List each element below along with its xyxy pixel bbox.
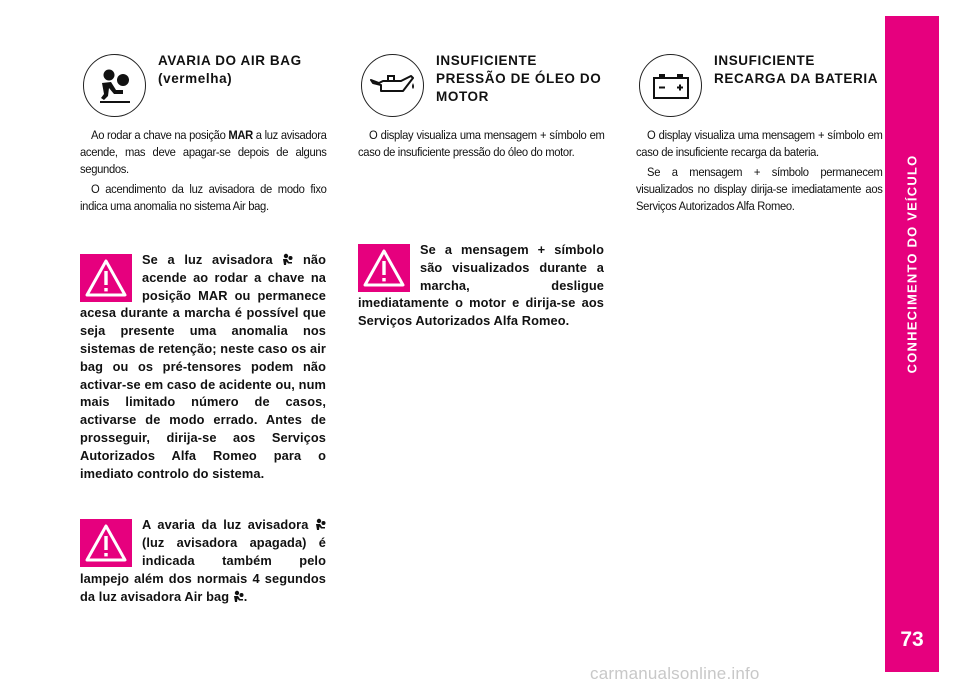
oil-paragraph-1: O display visualiza uma mensagem + símbolo em caso de insuficiente pressão do óleo do motor. [358, 128, 605, 159]
airbag-inline-icon [233, 590, 244, 603]
column-airbag [80, 50, 326, 605]
oil-body [358, 127, 604, 161]
page-number: 73 [900, 628, 924, 651]
battery-body [636, 127, 882, 215]
battery-heading [636, 50, 882, 125]
oil-can-icon [361, 54, 424, 117]
battery-icon [639, 54, 702, 117]
airbag-inline-icon [315, 518, 326, 531]
section-title: CONHECIMENTO DO VEÍCULO [904, 154, 920, 374]
battery-title: INSUFICIENTE RECARGA DA BATERIA [714, 53, 879, 86]
airbag-title: AVARIA DO AIR BAG (vermelha) [158, 53, 302, 86]
section-sideband [885, 16, 939, 672]
oil-warning-note: Se a mensagem + símbolo são visualizados durante a marcha, desligue imediatamente o motor e dirija-se aos Serviços Autorizados Alfa Romeo. [358, 242, 604, 329]
airbag-paragraph-1: Ao rodar a chave na posição MAR a luz avisadora acende, mas deve apagar-se depois de alguns segundos. [80, 128, 327, 176]
oil-title: INSUFICIENTE PRESSÃO DE ÓLEO DO MOTOR [436, 53, 602, 104]
airbag-warning-icon [83, 54, 146, 117]
airbag-paragraph-2: O acendimento da luz avisadora de modo fixo indica uma anomalia no sistema Air bag. [80, 182, 327, 213]
airbag-lamp-fault-note: A avaria da luz avisadora (luz avisadora apagada) é indicada também pelo lampejo além dos normais 4 segundos da luz avisadora Air bag . [80, 517, 326, 604]
airbag-body [80, 127, 326, 215]
warning-triangle-icon [80, 254, 132, 302]
watermark: carmanualsonline.info [590, 664, 760, 683]
battery-paragraph-1: O display visualiza uma mensagem + símbolo em caso de insuficiente recarga da bateria. [636, 128, 883, 159]
oil-heading [358, 50, 604, 125]
column-oil-pressure [358, 50, 604, 330]
battery-paragraph-2: Se a mensagem + símbolo permanecem visualizados no display dirija-se imediatamente aos Serviços Autorizados Alfa Romeo. [636, 165, 883, 213]
warning-triangle-icon [80, 519, 132, 567]
airbag-warning-note: Se a luz avisadora não acende ao rodar a chave na posição MAR ou permanece acesa durante a marcha é possível que seja presente uma anomalia nos sistemas de retenção; neste caso os air bag ou os pré-tensores podem não activar-se em caso de acidente ou, num mais limitado número de casos, activarse de modo errado. Antes de prosseguir, dirija-se aos Serviços Autorizados Alfa Romeo para o imediato controlo do sistema. [80, 252, 326, 481]
airbag-inline-icon [282, 253, 293, 266]
warning-triangle-icon [358, 244, 410, 292]
column-battery [636, 50, 882, 215]
airbag-heading [80, 50, 326, 125]
